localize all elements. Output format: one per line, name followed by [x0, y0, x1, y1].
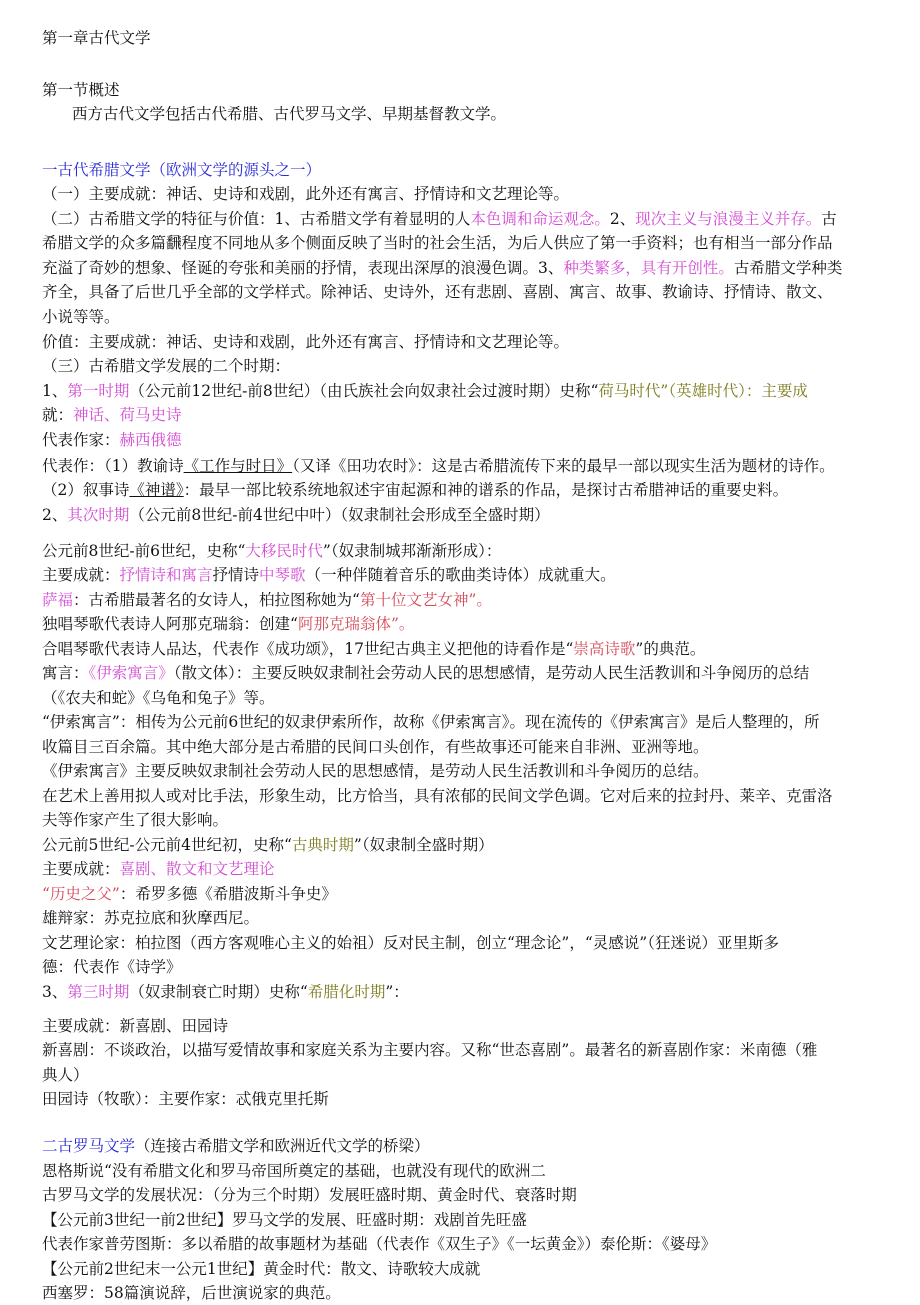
text-run: 古	[821, 210, 837, 228]
text-run: 寓言：	[42, 664, 89, 682]
text-line	[42, 710, 914, 734]
text-run: ：古希腊最著名的女诗人，柏拉图称她为“	[73, 591, 360, 609]
text-line	[42, 882, 914, 906]
section-title	[42, 78, 914, 102]
text-run: （一种伴随着音乐的歌曲类诗体）成就重大。	[305, 566, 616, 584]
text-line	[42, 280, 914, 304]
text-run: ”（奴隶制城邦渐渐形成）：	[322, 542, 502, 560]
text-run: 阿那克瑞翁体	[297, 615, 391, 633]
text-run: 种类繁多，具有开创性。	[563, 259, 734, 277]
text-run: 西方古代文学包括古代希腊、古代罗马文学、早期基督教文学。	[72, 105, 507, 123]
text-run: ”：	[385, 983, 409, 1001]
text-run: 恩格斯说“没有希腊文化和罗马帝国所奠定的基础，也就没有现代的欧洲二	[42, 1162, 546, 1180]
text-run: 3、	[42, 983, 68, 1001]
text-line	[42, 857, 914, 881]
text-run: 代表作家普劳图斯：多以希腊的故事题材为基础（代表作《双生子》《一坛黄金》）泰伦斯：《婆母》	[42, 1235, 717, 1253]
text-line	[42, 588, 914, 612]
text-run: 第一节概述	[42, 81, 120, 99]
text-line	[42, 454, 914, 478]
text-run: 齐全，具备了后世几乎全部的文学样式。除神话、史诗外，还有悲剧、喜剧、寓言、故事、教谕诗、抒情诗、散文、	[42, 283, 833, 301]
text-run: 收篇目三百余篇。其中绝大部分是古希腊的民间口头创作，有些故事还可能来自非洲、亚洲等地。	[42, 738, 709, 756]
text-run: 主要成就：	[42, 566, 120, 584]
text-line	[42, 256, 914, 280]
text-line	[42, 330, 914, 354]
text-line	[42, 686, 914, 710]
text-run: （2）叙事诗	[42, 481, 130, 499]
text-line	[42, 305, 914, 329]
text-run: （《农夫和蛇》《乌龟和兔子》等。	[42, 689, 275, 707]
text-line	[42, 784, 914, 808]
text-run: （散文体）：主要反映奴隶制社会劳动人民的思想感情，是劳动人民生活教训和斗争阅历的总结	[173, 664, 810, 682]
text-run: ：最早一部比较系统地叙述宇宙起源和神的谱系的作品，是探讨古希腊神话的重要史料。	[183, 481, 789, 499]
text-line	[42, 1014, 914, 1038]
text-line	[42, 661, 914, 685]
text-run: 其次时期	[67, 506, 130, 524]
text-run: 公元前8世纪-前6世纪，史称“	[42, 542, 246, 560]
text-run: 新喜剧：不谈政治，以描写爱情故事和家庭关系为主要内容。又称“世态喜剧”。最著名的新喜剧作家：米南德（雅	[42, 1041, 818, 1059]
text-line	[42, 539, 914, 563]
text-run: 抒情诗和寓言	[119, 566, 213, 584]
text-run: 【公元前2世纪末一公元1世纪】黄金时代：散文、诗歌较大成就	[42, 1260, 481, 1278]
text-line	[42, 808, 914, 832]
heading-ancient-greek	[42, 158, 914, 182]
text-run: 西塞罗：58篇演说辞，后世演说家的典范。	[42, 1284, 341, 1302]
text-line	[42, 1038, 914, 1062]
text-run: 希腊化时期	[307, 983, 386, 1001]
text-run: “伊索寓言”：相传为公元前6世纪的奴隶伊索所作，故称《伊索寓言》。现在流传的《伊索寓言》是后人整理的，所	[42, 713, 820, 731]
text-run: 雄辩家：苏克拉底和狄摩西尼。	[42, 909, 260, 927]
text-run: ”的典范。	[635, 640, 706, 658]
text-run: 就：	[42, 406, 74, 424]
text-run: 第三时期	[67, 983, 130, 1001]
text-run: 崇高诗歌	[573, 640, 636, 658]
text-run: 古典时期	[291, 836, 354, 854]
text-run: 第十位文艺女神	[359, 591, 469, 609]
text-run: 现次主义与浪漫主义并存。	[635, 210, 822, 228]
text-line	[42, 1183, 914, 1207]
text-run: “历史之父”	[42, 885, 120, 903]
text-line	[42, 207, 914, 231]
text-line	[42, 612, 914, 636]
text-line	[42, 637, 914, 661]
text-line	[42, 354, 914, 378]
text-run: ”。	[390, 615, 415, 633]
text-run: 大移民时代	[245, 542, 323, 560]
text-run: 2、	[42, 506, 68, 524]
text-run: 独唱琴歌代表诗人阿那克瑞翁：创建“	[42, 615, 298, 633]
text-run: （三）古希腊文学发展的二个时期：	[42, 357, 291, 375]
text-run: 主要成就：新喜剧、田园诗	[42, 1017, 229, 1035]
text-run: 《伊索寓言》	[88, 664, 174, 682]
text-run: 1、	[42, 382, 68, 400]
text-run: （奴隶制衰亡时期）史称“	[129, 983, 308, 1001]
intro-paragraph	[72, 102, 920, 126]
text-run: （一）主要成就：神话、史诗和戏剧，此外还有寓言、抒情诗和文艺理论等。	[42, 185, 570, 203]
text-line	[42, 403, 914, 427]
text-line	[42, 735, 914, 759]
text-line	[42, 1208, 914, 1232]
text-line	[42, 759, 914, 783]
text-run: 萨福	[42, 591, 74, 609]
text-run: ：希罗多德《希腊波斯斗争史》	[119, 885, 337, 903]
text-run: 夫等作家产生了很大影响。	[42, 811, 229, 829]
text-run: 第一章古代文学	[42, 29, 151, 47]
text-run: 德：代表作《诗学》	[42, 958, 182, 976]
text-run: （又译《田功农时》：这是古希腊流传下来的最早一部以现实生活为题材的诗作。	[292, 457, 835, 475]
text-run: （公元前8世纪-前4世纪中叶）（奴隶制社会形成至全盛时期）	[129, 506, 550, 524]
text-run: 古罗马文学的发展状况：（分为三个时期）发展旺盛时期、黄金时代、衰落时期	[42, 1186, 577, 1204]
text-run: 典人）	[42, 1066, 89, 1084]
text-run: （连接古希腊文学和欧洲近代文学的桥梁）	[135, 1137, 430, 1155]
text-line	[42, 1232, 914, 1256]
text-run: 中琴歌	[259, 566, 306, 584]
text-run: 《伊索寓言》主要反映奴隶制社会劳动人民的思想感情，是劳动人民生活教训和斗争阅历的总结。	[42, 762, 709, 780]
text-run: ”（英雄时代）：主要成	[660, 382, 808, 400]
text-run: 小说等等。	[42, 308, 120, 326]
text-run: 一古代希腊文学（欧洲文学的源头之一）	[42, 161, 322, 179]
text-line	[42, 478, 914, 502]
text-run: 抒情诗	[212, 566, 260, 584]
text-line	[42, 980, 914, 1004]
text-run: 文艺理论家：柏拉图（西方客观唯心主义的始祖）反对民主制，创立“理念论”，“灵感说”（狂迷说）亚里斯多	[42, 934, 779, 952]
text-line	[42, 1063, 914, 1087]
text-run: ”（奴隶制全盛时期）	[353, 836, 494, 854]
text-run: 本色调和命运观念。	[470, 210, 610, 228]
text-line	[42, 1159, 914, 1183]
text-run: 喜剧、散文和文艺理论	[119, 860, 275, 878]
text-run: 价值：主要成就：神话、史诗和戏剧，此外还有寓言、抒情诗和文艺理论等。	[42, 333, 570, 351]
text-run: （公元前12世纪-前8世纪）（由氏族社会向奴隶社会过渡时期）史称“	[129, 382, 599, 400]
text-run: 充溢了奇妙的想象、怪诞的夸张和美丽的抒情，表现出深厚的浪漫色调。3、	[42, 259, 564, 277]
text-run: 二古罗马文学	[42, 1137, 136, 1155]
text-run: 代表作家：	[42, 431, 120, 449]
text-run: 代表作：（1）教谕诗	[42, 457, 184, 475]
text-run: 2、	[609, 210, 636, 228]
text-line	[42, 931, 914, 955]
text-line	[42, 428, 914, 452]
text-line	[42, 906, 914, 930]
text-run: 赫西俄德	[119, 431, 182, 449]
text-run: 第一时期	[67, 382, 130, 400]
text-run: 《工作与时日》	[183, 457, 293, 475]
text-run: 神话、荷马史诗	[73, 406, 182, 424]
text-run: 希腊文学的众多篇飜程度不同地从多个侧面反映了当时的社会生活，为后人供应了第一手资料；也有相当一部分作品	[42, 234, 833, 252]
text-run: （二）古希腊文学的特征与价值：1、古希腊文学有着显明的人	[42, 210, 471, 228]
text-line	[42, 1281, 914, 1305]
text-run: 在艺术上善用拟人或对比手法，形象生动，比方恰当，具有浓郁的民间文学色调。它对后来的拉封丹、莱辛、克雷洛	[42, 787, 833, 805]
text-line	[42, 833, 914, 857]
heading-ancient-rome	[42, 1134, 914, 1158]
text-line	[42, 379, 914, 403]
text-line	[42, 231, 914, 255]
text-line	[42, 1087, 914, 1111]
text-run: 合唱琴歌代表诗人品达，代表作《成功颂》，17世纪古典主义把他的诗看作是“	[42, 640, 574, 658]
text-run: 荷马时代	[598, 382, 661, 400]
text-line	[42, 955, 914, 979]
text-run: 公元前5世纪-公元前4世纪初，史称“	[42, 836, 292, 854]
text-line	[42, 503, 914, 527]
text-line	[42, 182, 914, 206]
text-line	[42, 563, 914, 587]
text-line	[42, 1257, 914, 1281]
chapter-title	[42, 26, 914, 50]
text-run: 主要成就：	[42, 860, 120, 878]
text-run: 古希腊文学种类	[733, 259, 843, 277]
text-run: ”。	[468, 591, 492, 609]
text-run: 田园诗（牧歌）：主要作家：忒俄克里托斯	[42, 1090, 329, 1108]
text-run: 《神谱》	[129, 481, 184, 499]
text-run: 【公元前3世纪一前2世纪】罗马文学的发展、旺盛时期：戏剧首先旺盛	[42, 1211, 527, 1229]
